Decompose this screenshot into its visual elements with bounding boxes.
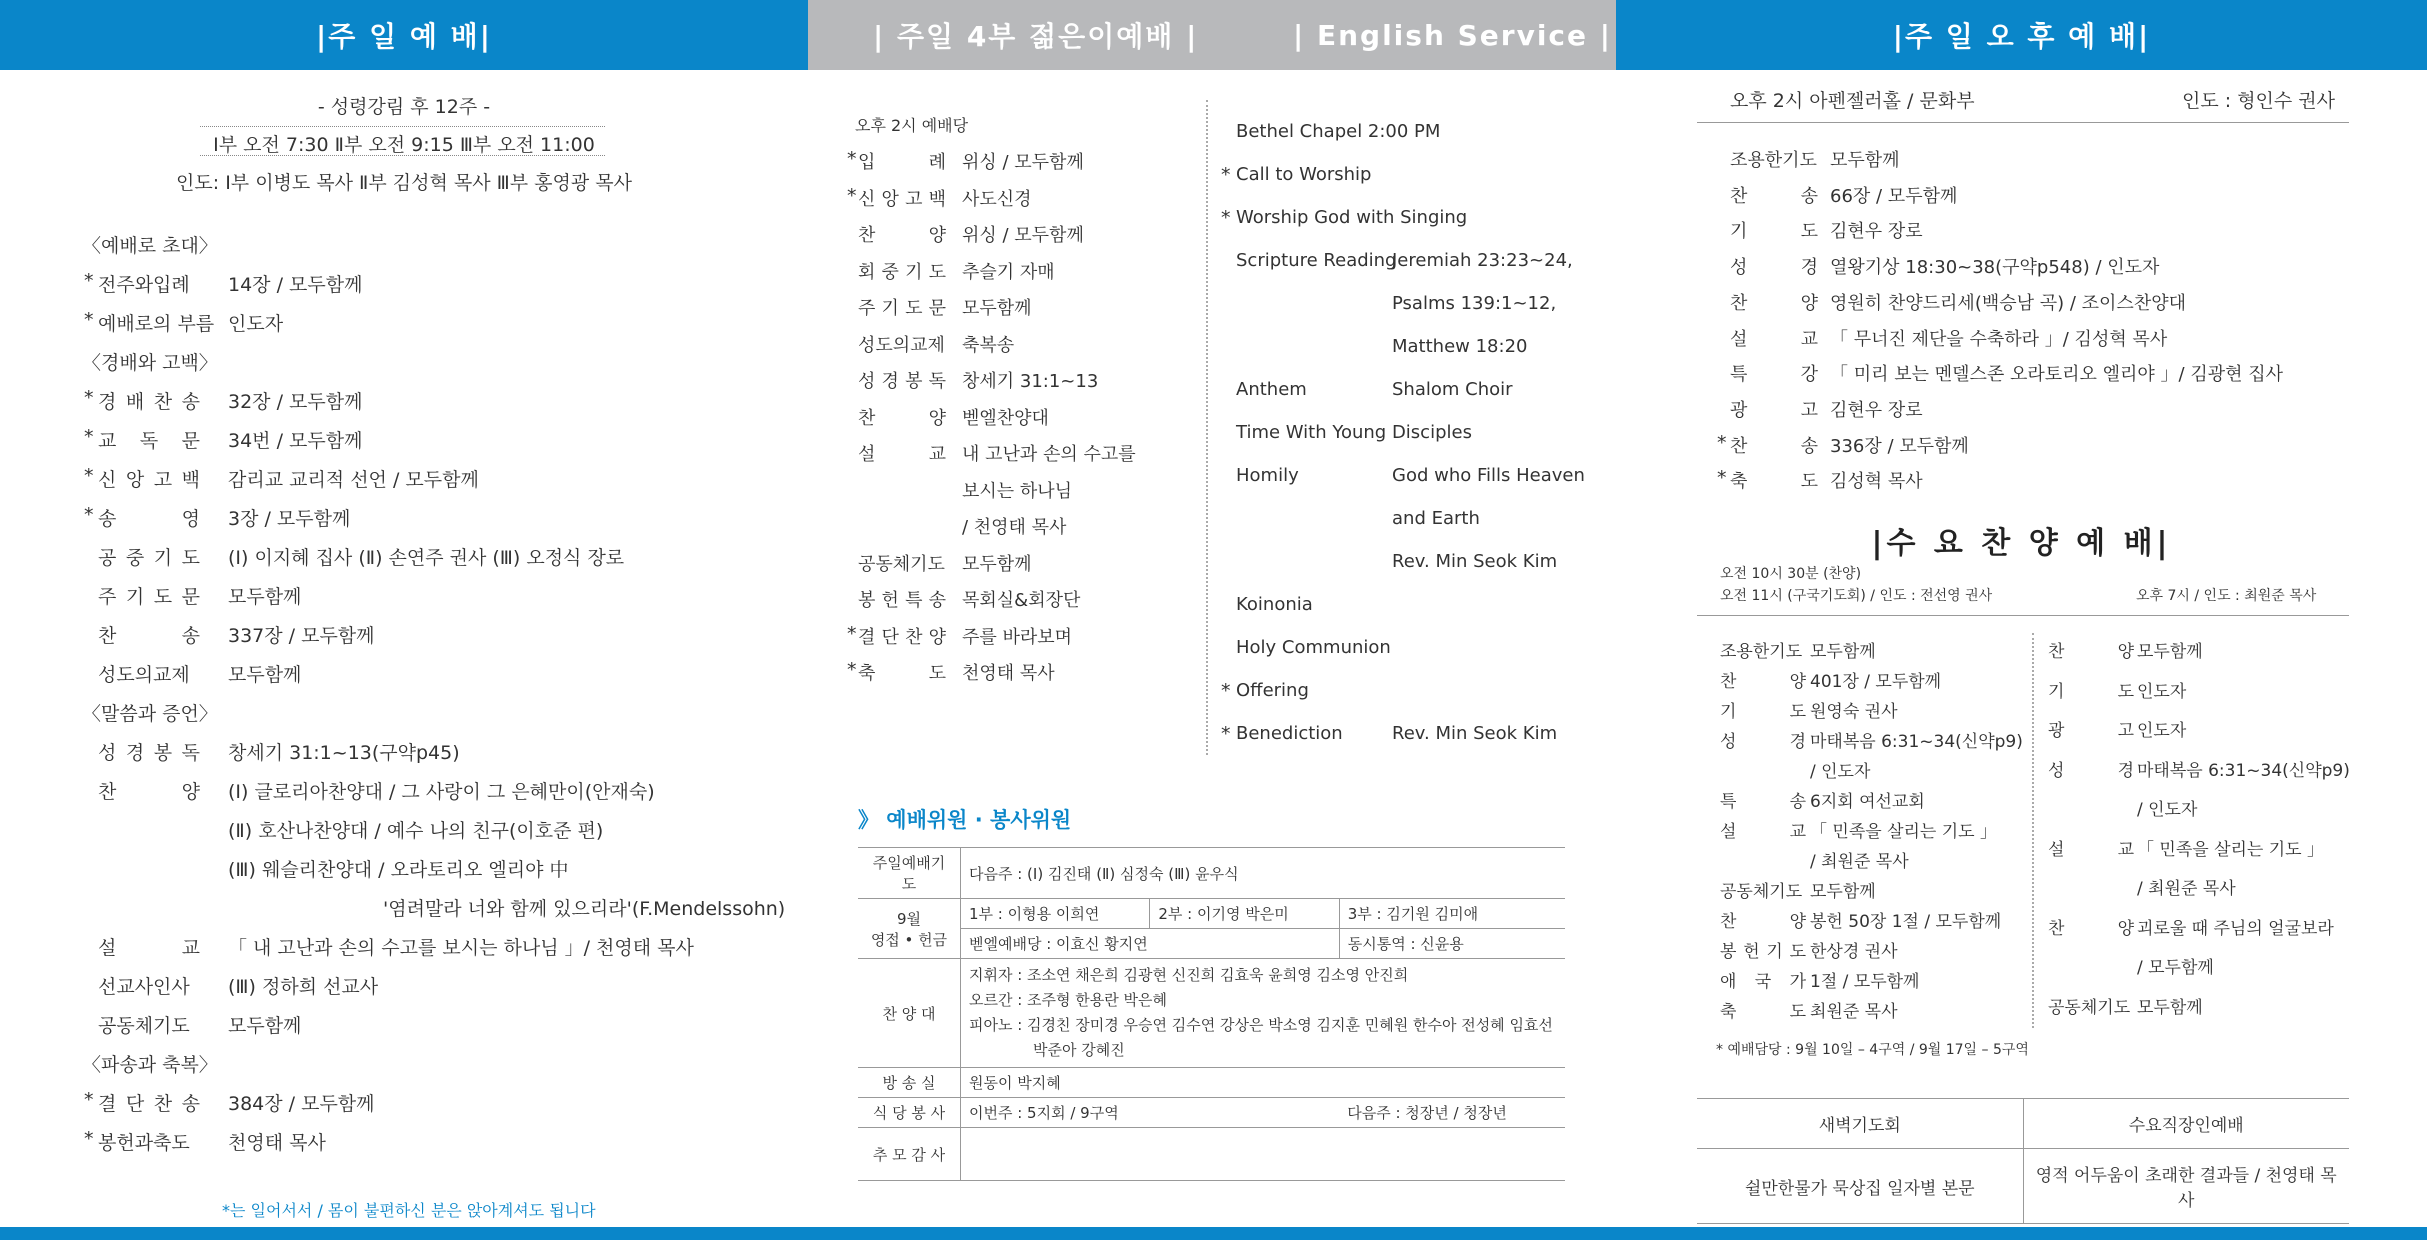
required-stand-marker: * (84, 270, 94, 292)
order-label: 찬 송 (98, 625, 200, 647)
order-value: 인도자 (2137, 721, 2187, 741)
order-label: 축 도 (858, 663, 946, 684)
order-label: 기 도 (1720, 702, 1806, 722)
order-label: 선교사인사 (98, 976, 190, 998)
order-value: (Ⅰ) 글로리아찬양대 / 그 사랑이 그 은혜만이(안재숙) (228, 781, 655, 803)
required-stand-marker: * (847, 659, 857, 681)
order-label: 설 교 (2048, 839, 2134, 860)
order-label: Call to Worship (1236, 164, 1372, 185)
order-value: 「 내 고난과 손의 수고를 보시는 하나님 」/ 천영태 목사 (228, 937, 694, 959)
required-stand-marker: * (1221, 207, 1231, 229)
order-value: 천영태 목사 (228, 1132, 326, 1154)
choir-value (961, 959, 1566, 1068)
order-label: 회 중 기 도 (858, 261, 946, 283)
order-value: 「 미리 보는 멘델스존 오라토리오 엘리야 」/ 김광현 집사 (1830, 364, 2283, 386)
staff-value: 다음주 : (Ⅰ) 김진태 (Ⅱ) 심정숙 (Ⅲ) 윤우식 (961, 848, 1566, 899)
order-value: 김성혁 목사 (1830, 471, 1923, 493)
order-label: 광 고 (1730, 399, 1818, 421)
order-value: 모두함께 (962, 298, 1032, 319)
column-divider (2032, 633, 2034, 1028)
required-stand-marker: * (84, 1089, 94, 1111)
order-value: 14장 / 모두함께 (228, 274, 363, 296)
order-label: 송 영 (98, 508, 200, 530)
order-value: 66장 / 모두함께 (1830, 185, 1958, 207)
dawn-prayer-heading: 새벽기도회 (1697, 1099, 2023, 1149)
footnote: *는 일어서서 / 몸이 불편하신 분은 앉아계셔도 됩니다 (222, 1201, 596, 1220)
wednesday-note: * 예배담당 : 9월 10일 – 4구역 / 9월 17일 – 5구역 (1716, 1042, 2029, 1058)
order-label: Homily (1236, 465, 1299, 486)
order-label: Offering (1236, 680, 1309, 701)
order-value: 김현우 장로 (1830, 399, 1923, 421)
required-stand-marker: * (1221, 723, 1231, 745)
order-value: 괴로울 때 주님의 얼굴보라 (2137, 918, 2334, 939)
order-value: 보시는 하나님 (962, 480, 1073, 502)
order-label: 찬 양 (2048, 642, 2134, 662)
order-label: 결 단 찬 양 (858, 626, 946, 648)
order-label: 봉 헌 기 도 (1720, 942, 1806, 962)
order-label: Anthem (1236, 379, 1307, 400)
order-value: / 인도자 (1810, 762, 1871, 782)
order-value: 봉헌 50장 1절 / 모두함께 (1810, 912, 2002, 932)
order-value: 모두함께 (1810, 882, 1876, 902)
order-label: 설 교 (858, 444, 946, 465)
order-label: 공동체기도 (2048, 997, 2131, 1018)
order-label: 입 례 (858, 152, 946, 173)
staff-value: 1부 : 이형용 이희연 (961, 899, 1150, 929)
order-value: / 최원준 목사 (2137, 879, 2236, 899)
order-value: 「 민족을 살리는 기도 」 (2137, 839, 2324, 860)
order-label: 조용한기도 (1730, 150, 1817, 171)
order-value: 위싱 / 모두함께 (962, 225, 1084, 246)
choir-piano-2: 박준아 강혜진 (1033, 1041, 1125, 1059)
wednesday-line2-right: 오후 7시 / 인도 : 최원준 목사 (2136, 588, 2317, 604)
staff-label: 찬 양 대 (858, 959, 961, 1068)
order-label: 성 경 봉 독 (858, 371, 946, 392)
order-value: 추슬기 자매 (962, 261, 1055, 283)
order-value: 천영태 목사 (962, 663, 1055, 684)
afternoon-time: 오후 2시 아펜젤러홀 / 문화부 (1730, 90, 1975, 112)
staff-value: 2부 : 이기영 박은미 (1150, 899, 1339, 929)
young-header: | 주일 4부 젊은이예배 | (873, 20, 1199, 53)
order-label: 기 도 (2048, 681, 2134, 702)
order-label: 성 경 (1730, 257, 1818, 279)
sunday-leaders: 인도: Ⅰ부 이병도 목사 Ⅱ부 김성혁 목사 Ⅲ부 홍영광 목사 (176, 172, 632, 194)
bottom-bar (0, 1227, 2427, 1240)
young-english-header (808, 0, 1616, 70)
order-label: 특 강 (1730, 364, 1818, 386)
order-value: 337장 / 모두함께 (228, 625, 375, 647)
wednesday-worker-value: 영적 어두움이 초래한 결과들 / 천영태 목사 (2023, 1149, 2349, 1224)
order-value: (Ⅲ) 정하희 선교사 (228, 976, 379, 998)
order-value: 내 고난과 손의 수고를 (962, 444, 1136, 465)
required-stand-marker: * (84, 309, 94, 331)
order-value: 모두함께 (962, 553, 1032, 575)
order-label: 경 배 찬 송 (98, 391, 200, 413)
order-label: 특 송 (1720, 792, 1806, 812)
order-label: 교 독 문 (98, 430, 200, 452)
order-value: Shalom Choir (1392, 379, 1513, 400)
afternoon-header: |주 일 오 후 예 배| (1616, 0, 2427, 70)
order-label: Scripture Reading (1236, 250, 1397, 271)
order-value: God who Fills Heaven (1392, 465, 1585, 486)
order-value: 인도자 (2137, 681, 2187, 702)
order-value: 최원준 목사 (1810, 1002, 1898, 1022)
dawn-prayer-value: 쉴만한물가 묵상집 일자별 본문 (1697, 1149, 2023, 1224)
month-label-2: 영접 • 헌금 (870, 930, 948, 949)
order-label: 찬 양 (1720, 672, 1806, 692)
staff-label (858, 899, 961, 959)
order-value: 감리교 교리적 선언 / 모두함께 (228, 469, 479, 491)
order-label: 찬 양 (858, 225, 946, 246)
required-stand-marker: * (84, 387, 94, 409)
required-stand-marker: * (1221, 680, 1231, 702)
order-label: 설 교 (1720, 822, 1806, 842)
required-stand-marker: * (847, 622, 857, 645)
required-stand-marker: * (1717, 467, 1727, 490)
order-value: 마태복음 6:31~34(신약p9) (1810, 732, 2023, 752)
staff-value: 다음주 : 청장년 / 청장년 (1339, 1098, 1565, 1128)
order-value: (Ⅰ) 이지혜 집사 (Ⅱ) 손연주 권사 (Ⅲ) 오정식 장로 (228, 547, 625, 569)
order-label: 공동체기도 (858, 553, 945, 575)
order-value: 모두함께 (228, 586, 302, 608)
order-label: 신 앙 고 백 (858, 188, 946, 210)
young-place: 오후 2시 예배당 (855, 116, 969, 135)
order-value: (Ⅲ) 웨슬리찬양대 / 오라토리오 엘리야 中 (228, 859, 569, 881)
required-stand-marker: * (847, 184, 857, 207)
afternoon-leader: 인도 : 형인수 권사 (2182, 90, 2335, 112)
order-value: 마태복음 6:31~34(신약p9) (2137, 760, 2350, 781)
staff-table (858, 847, 1565, 1181)
order-value: and Earth (1392, 508, 1480, 529)
order-label: 공동체기도 (98, 1015, 190, 1037)
order-label: Worship God with Singing (1236, 207, 1468, 228)
bottom-table (1697, 1098, 2349, 1224)
order-value: 영원히 찬양드리세(백승남 곡) / 조이스찬양대 (1830, 292, 2186, 314)
sunday-header: |주 일 예 배| (0, 0, 808, 70)
order-value: '염려말라 너와 함께 있으리라'(F.Mendelssohn) (383, 898, 786, 920)
order-label: Benediction (1236, 723, 1343, 744)
order-value: 창세기 31:1~13(구약p45) (228, 742, 460, 764)
order-label: 축 도 (1730, 471, 1818, 493)
staff-value: 벧엘예배당 : 이효신 황지연 (961, 929, 1340, 959)
order-label: 성 경 봉 독 (98, 742, 200, 764)
order-label: 주 기 도 문 (858, 298, 946, 319)
order-label: 예배로의 부름 (98, 313, 215, 335)
required-stand-marker: * (1221, 164, 1231, 186)
section-heading: 〈예배로 초대〉 (82, 235, 218, 257)
order-value: / 천영태 목사 (962, 517, 1067, 538)
order-value: 모두함께 (2137, 997, 2203, 1018)
staff-value: 원동이 박지혜 (961, 1068, 1566, 1098)
order-label: 찬 양 (2048, 918, 2134, 939)
order-value: 34번 / 모두함께 (228, 430, 363, 452)
order-label: 공동체기도 (1720, 882, 1803, 902)
order-value: 축복송 (962, 334, 1015, 356)
order-label: Bethel Chapel 2:00 PM (1236, 121, 1441, 142)
order-label: 찬 송 (1730, 435, 1818, 457)
staff-value: 동시통역 : 신윤용 (1339, 929, 1565, 959)
order-value: 336장 / 모두함께 (1830, 435, 1969, 457)
order-label: 신 앙 고 백 (98, 469, 200, 491)
divider (1697, 615, 2349, 616)
staff-value (961, 1128, 1566, 1181)
staff-title: 》 예배위원 · 봉사위원 (858, 808, 1072, 832)
section-heading: 〈경배와 고백〉 (82, 352, 218, 374)
order-value: 위싱 / 모두함께 (962, 152, 1084, 173)
order-value: 창세기 31:1~13 (962, 371, 1099, 392)
staff-value: 이번주 : 5지회 / 9구역 (961, 1098, 1340, 1128)
order-label: 찬 양 (1720, 912, 1806, 932)
order-label: 찬 양 (98, 781, 200, 803)
order-label: 설 교 (98, 937, 200, 959)
order-value: 「 무너진 제단을 수축하라 」/ 김성혁 목사 (1830, 328, 2168, 350)
required-stand-marker: * (84, 426, 94, 448)
wednesday-title: |수 요 찬 양 예 배| (1871, 526, 2172, 561)
choir-organ: 오르간 : 조주형 한용란 박은혜 (969, 991, 1168, 1009)
required-stand-marker: * (84, 504, 94, 526)
section-heading: 〈말씀과 증언〉 (82, 703, 218, 725)
order-label: 찬 양 (858, 407, 946, 429)
order-label: 전주와입례 (98, 274, 190, 296)
english-header: | English Service | (1293, 18, 1612, 52)
order-label: 공 중 기 도 (98, 547, 200, 569)
order-value: 목회실&회장단 (962, 590, 1081, 611)
order-label: Holy Communion (1236, 637, 1391, 658)
order-value: Rev. Min Seok Kim (1392, 551, 1558, 572)
order-label: Time With Young Disciples (1236, 422, 1472, 443)
order-value: Rev. Min Seok Kim (1392, 723, 1558, 744)
order-value: 주를 바라보며 (962, 626, 1073, 648)
order-value: 3장 / 모두함께 (228, 508, 351, 530)
order-value: 32장 / 모두함께 (228, 391, 363, 413)
order-value: 벧엘찬양대 (962, 407, 1049, 429)
order-label: 성 경 (2048, 760, 2134, 781)
order-value: Matthew 18:20 (1392, 336, 1528, 357)
order-value: 원영숙 권사 (1810, 702, 1898, 722)
wednesday-worker-heading: 수요직장인예배 (2023, 1099, 2349, 1149)
order-label: 기 도 (1730, 221, 1818, 243)
order-label: 성도의교제 (98, 664, 190, 686)
staff-label: 추 모 감 사 (858, 1128, 961, 1181)
order-value: 모두함께 (228, 664, 302, 686)
staff-label: 식 당 봉 사 (858, 1098, 961, 1128)
order-label: 축 도 (1720, 1002, 1806, 1022)
order-label: 설 교 (1730, 328, 1818, 350)
order-value: 열왕기상 18:30~38(구약p548) / 인도자 (1830, 257, 2160, 279)
choir-piano: 피아노 : 김경친 장미경 우승연 김수연 강상은 박소영 김지훈 민혜원 한수아 전성혜 임효선 (969, 1016, 1553, 1034)
order-label: 광 고 (2048, 721, 2134, 741)
staff-label: 주일예배기도 (858, 848, 961, 899)
order-value: 모두함께 (228, 1015, 302, 1037)
divider (200, 126, 605, 127)
order-value: 사도신경 (962, 188, 1032, 210)
wednesday-line1: 오전 10시 30분 (찬양) (1720, 566, 1862, 582)
required-stand-marker: * (84, 465, 94, 487)
order-value: 모두함께 (1830, 150, 1900, 171)
order-value: Jeremiah 23:23~24, (1392, 250, 1573, 271)
order-value: 「 민족을 살리는 기도 」 (1810, 822, 1997, 842)
month-label: 9월 (896, 909, 922, 928)
order-label: 찬 양 (1730, 292, 1818, 314)
wednesday-line2: 오전 11시 (구국기도회) / 인도 : 전선영 권사 (1720, 588, 1993, 604)
order-value: 김현우 장로 (1830, 221, 1923, 243)
order-value: 6지회 여선교회 (1810, 792, 1925, 812)
season-text: - 성령강림 후 12주 - (317, 96, 491, 118)
order-value: (Ⅱ) 호산나찬양대 / 예수 나의 친구(이호준 편) (228, 820, 604, 842)
order-value: / 모두함께 (2137, 958, 2214, 978)
divider (200, 155, 605, 156)
divider (1697, 122, 2349, 123)
section-heading: 〈파송과 축복〉 (82, 1054, 218, 1076)
order-value: / 최원준 목사 (1810, 852, 1909, 872)
order-label: 조용한기도 (1720, 642, 1803, 662)
order-value: 한상경 권사 (1810, 942, 1898, 962)
order-value: 1절 / 모두함께 (1810, 972, 1920, 992)
order-label: 애 국 가 (1720, 972, 1806, 992)
order-value: / 인도자 (2137, 800, 2198, 820)
required-stand-marker: * (847, 148, 857, 170)
service-times: Ⅰ부 오전 7:30 Ⅱ부 오전 9:15 Ⅲ부 오전 11:00 (213, 134, 595, 156)
order-label: 봉 헌 특 송 (858, 590, 946, 611)
order-label: 봉헌과축도 (98, 1132, 190, 1154)
order-value: 인도자 (228, 313, 284, 335)
required-stand-marker: * (1717, 431, 1727, 454)
order-label: 주 기 도 문 (98, 586, 200, 608)
order-value: 모두함께 (2137, 642, 2203, 662)
order-label: 결 단 찬 송 (98, 1093, 200, 1115)
order-value: 401장 / 모두함께 (1810, 672, 1942, 692)
order-label: Koinonia (1236, 594, 1313, 615)
order-value: 384장 / 모두함께 (228, 1093, 375, 1115)
choir-conductor: 지휘자 : 조소연 채은희 김광현 신진희 김효욱 윤희영 김소영 안진희 (969, 966, 1409, 984)
required-stand-marker: * (84, 1128, 94, 1150)
order-label: 성도의교제 (858, 334, 945, 356)
order-label: 성 경 (1720, 732, 1806, 752)
order-value: Psalms 139:1~12, (1392, 293, 1557, 314)
order-value: 모두함께 (1810, 642, 1876, 662)
column-divider (1206, 100, 1208, 755)
staff-value: 3부 : 김기원 김미애 (1339, 899, 1565, 929)
staff-label: 방 송 실 (858, 1068, 961, 1098)
order-label: 찬 송 (1730, 185, 1818, 207)
